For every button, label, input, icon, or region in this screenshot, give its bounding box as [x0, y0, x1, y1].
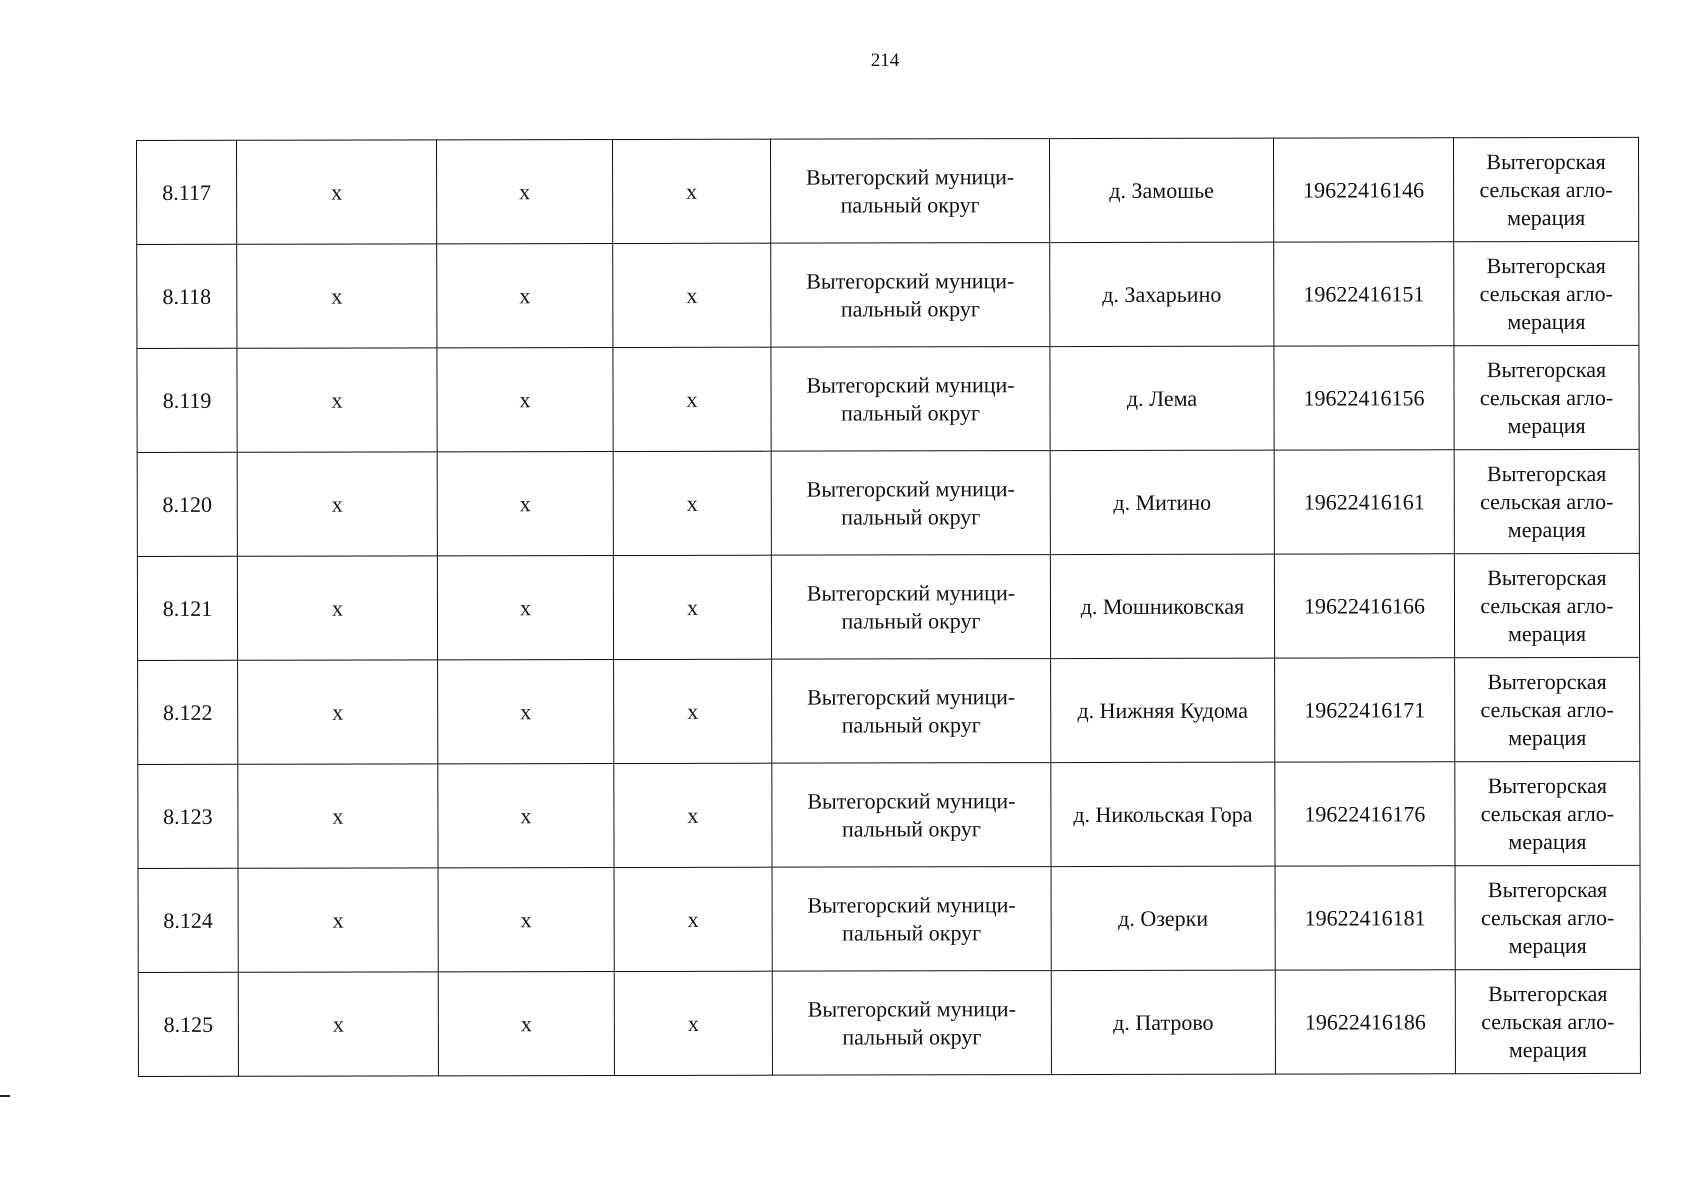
district-line-2: пальный округ	[842, 1023, 982, 1050]
x-cell-3: x	[614, 659, 772, 763]
x-cell-1: x	[237, 348, 437, 452]
district-line-1: Вытегорский муници-	[807, 683, 1016, 710]
agglomeration-line-3: мерация	[1507, 308, 1586, 334]
locality-cell: д. Захарьино	[1050, 242, 1274, 346]
agglomeration-cell	[1454, 345, 1639, 449]
agglomeration-line-3: мерация	[1508, 932, 1587, 958]
agglomeration-line-1: Вытегорская	[1487, 876, 1608, 902]
district-line-1: Вытегорский муници-	[806, 475, 1015, 502]
margin-mark	[0, 1095, 10, 1097]
district-line-1: Вытегорский муници-	[807, 891, 1016, 918]
oktmo-code-cell: 19622416186	[1275, 970, 1455, 1074]
table-row	[137, 553, 1639, 660]
agglomeration-line-3: мерация	[1507, 204, 1586, 230]
district-cell	[772, 867, 1051, 972]
x-cell-1: x	[237, 556, 437, 660]
district-cell	[772, 971, 1051, 1076]
agglomeration-cell	[1455, 969, 1640, 1073]
oktmo-code-cell: 19622416171	[1275, 658, 1455, 762]
district-line-2: пальный округ	[841, 399, 981, 426]
agglomeration-line-1: Вытегорская	[1488, 980, 1608, 1006]
agglomeration-cell	[1454, 241, 1639, 345]
district-cell	[771, 347, 1050, 452]
x-cell-2: x	[438, 868, 614, 972]
page-number: 214	[870, 50, 900, 71]
district-line-1: Вытегорский муници-	[807, 995, 1016, 1022]
table-row	[138, 865, 1640, 972]
agglomeration-line-2: сельская агло-	[1479, 280, 1613, 306]
row-number-cell: 8.122	[138, 660, 238, 764]
agglomeration-line-2: сельская агло-	[1480, 488, 1614, 514]
table-row	[137, 241, 1639, 348]
row-number-cell: 8.120	[137, 452, 237, 556]
x-cell-3: x	[613, 139, 771, 243]
agglomeration-line-1: Вытегорская	[1487, 668, 1607, 694]
locality-cell: д. Замошье	[1049, 138, 1273, 242]
locality-cell: д. Патрово	[1051, 970, 1275, 1074]
table-row	[138, 761, 1640, 868]
agglomeration-cell	[1455, 865, 1640, 969]
locality-cell: д. Лема	[1050, 346, 1274, 450]
x-cell-2: x	[438, 972, 614, 1076]
row-number-cell: 8.119	[137, 348, 237, 452]
x-cell-3: x	[614, 971, 772, 1075]
agglomeration-line-1: Вытегорская	[1487, 460, 1607, 486]
agglomeration-line-3: мерация	[1507, 516, 1586, 542]
table-row	[137, 137, 1639, 244]
district-line-2: пальный округ	[840, 191, 980, 218]
oktmo-code-cell: 19622416146	[1273, 138, 1453, 242]
district-line-2: пальный округ	[841, 607, 981, 634]
x-cell-2: x	[437, 452, 613, 556]
district-line-1: Вытегорский муници-	[805, 163, 1015, 190]
row-number-cell: 8.124	[138, 868, 238, 972]
x-cell-2: x	[438, 660, 614, 764]
district-line-2: пальный округ	[840, 295, 980, 322]
x-cell-2: x	[437, 244, 613, 348]
district-line-1: Вытегорский муници-	[807, 787, 1016, 814]
agglomeration-cell	[1455, 761, 1640, 865]
row-number-cell: 8.121	[137, 556, 237, 660]
district-cell	[770, 139, 1049, 244]
district-cell	[771, 555, 1050, 660]
locality-cell: д. Нижняя Кудома	[1051, 658, 1275, 762]
agglomeration-line-1: Вытегорская	[1487, 564, 1607, 590]
agglomeration-line-2: сельская агло-	[1479, 384, 1614, 410]
x-cell-1: x	[237, 244, 437, 348]
table-row	[138, 657, 1640, 764]
agglomeration-line-3: мерация	[1507, 412, 1586, 438]
district-cell	[771, 451, 1050, 556]
agglomeration-line-2: сельская агло-	[1481, 1008, 1615, 1034]
oktmo-code-cell: 19622416166	[1274, 554, 1454, 658]
agglomeration-line-1: Вытегорская	[1486, 148, 1606, 174]
agglomeration-line-2: сельская агло-	[1480, 696, 1614, 722]
x-cell-1: x	[238, 764, 438, 868]
x-cell-3: x	[614, 763, 772, 867]
agglomeration-cell	[1455, 657, 1640, 761]
agglomeration-cell	[1454, 449, 1639, 553]
x-cell-1: x	[237, 140, 437, 244]
x-cell-3: x	[613, 555, 771, 659]
oktmo-code-cell: 19622416176	[1275, 762, 1455, 866]
x-cell-2: x	[438, 764, 614, 868]
agglomeration-line-3: мерация	[1507, 620, 1587, 646]
x-cell-3: x	[613, 347, 771, 451]
agglomeration-line-2: сельская агло-	[1480, 800, 1615, 826]
oktmo-code-cell: 19622416156	[1274, 346, 1454, 450]
agglomeration-line-3: мерация	[1508, 828, 1587, 854]
district-line-1: Вытегорский муници-	[806, 579, 1016, 606]
agglomeration-line-1: Вытегорская	[1487, 772, 1608, 798]
x-cell-2: x	[437, 348, 613, 452]
x-cell-1: x	[237, 452, 437, 556]
row-number-cell: 8.118	[137, 244, 237, 348]
district-cell	[771, 243, 1050, 348]
row-number-cell: 8.117	[137, 140, 237, 244]
district-line-1: Вытегорский муници-	[806, 267, 1015, 294]
oktmo-code-cell: 19622416181	[1275, 866, 1455, 970]
agglomeration-cell	[1453, 137, 1638, 241]
district-line-2: пальный округ	[841, 711, 981, 738]
district-cell	[772, 763, 1051, 868]
agglomeration-line-3: мерация	[1508, 724, 1587, 750]
district-cell	[772, 659, 1051, 764]
x-cell-2: x	[437, 140, 613, 244]
district-line-2: пальный округ	[841, 815, 981, 842]
table-row	[137, 449, 1639, 556]
x-cell-1: x	[238, 972, 438, 1076]
agglomeration-line-2: сельская агло-	[1480, 592, 1614, 618]
x-cell-3: x	[613, 451, 771, 555]
agglomeration-line-2: сельская агло-	[1479, 176, 1613, 202]
table-row	[137, 345, 1639, 452]
data-table	[136, 137, 1641, 1077]
agglomeration-line-1: Вытегорская	[1486, 252, 1606, 278]
locality-cell: д. Митино	[1050, 450, 1274, 554]
row-number-cell: 8.123	[138, 764, 238, 868]
x-cell-3: x	[613, 243, 771, 347]
district-line-2: пальный округ	[841, 503, 981, 530]
oktmo-code-cell: 19622416151	[1274, 242, 1454, 346]
locality-cell: д. Никольская Гора	[1051, 762, 1275, 866]
agglomeration-cell	[1454, 553, 1639, 657]
x-cell-1: x	[238, 660, 438, 764]
table-body	[137, 137, 1641, 1076]
locality-cell: д. Мошниковская	[1050, 554, 1274, 658]
oktmo-code-cell: 19622416161	[1274, 450, 1454, 554]
x-cell-2: x	[437, 556, 613, 660]
district-line-1: Вытегорский муници-	[806, 371, 1015, 398]
x-cell-1: x	[238, 868, 438, 972]
agglomeration-line-3: мерация	[1508, 1036, 1587, 1062]
agglomeration-line-1: Вытегорская	[1486, 356, 1607, 382]
row-number-cell: 8.125	[138, 972, 238, 1076]
district-line-2: пальный округ	[842, 919, 982, 946]
agglomeration-line-2: сельская агло-	[1480, 904, 1615, 930]
locality-cell: д. Озерки	[1051, 866, 1275, 970]
x-cell-3: x	[614, 867, 772, 971]
table-row	[138, 969, 1640, 1076]
